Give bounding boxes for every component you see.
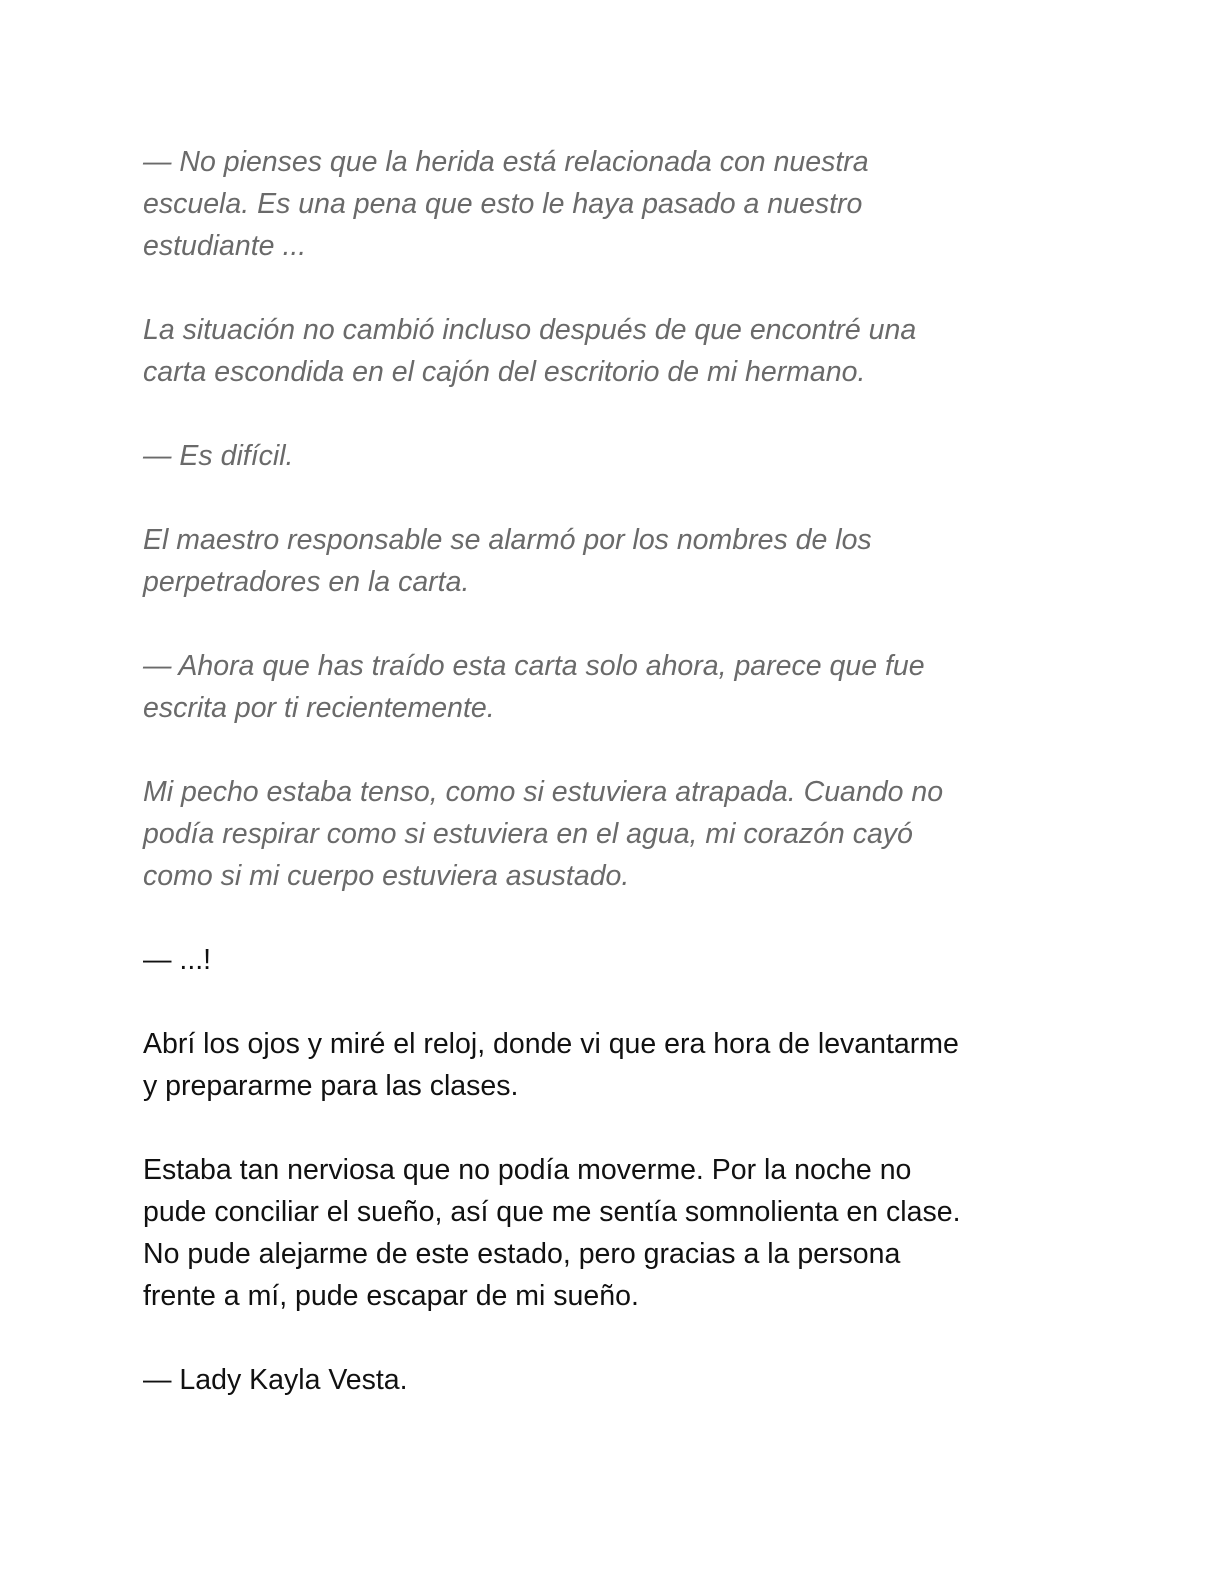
paragraph-9 <box>143 1149 1073 1317</box>
paragraph-line: pude conciliar el sueño, así que me sentía somnolienta en clase. <box>143 1196 961 1228</box>
paragraph-1 <box>143 141 1073 267</box>
paragraph-line: como si mi cuerpo estuviera asustado. <box>143 860 630 892</box>
paragraph-line: — Es difícil. <box>143 440 294 472</box>
paragraph-line: frente a mí, pude escapar de mi sueño. <box>143 1280 639 1312</box>
paragraph-line: El maestro responsable se alarmó por los nombres de los <box>143 524 872 556</box>
paragraph-7 <box>143 939 1073 981</box>
paragraph-line: Abrí los ojos y miré el reloj, donde vi que era hora de levantarme <box>143 1028 959 1060</box>
paragraph-line: — Lady Kayla Vesta. <box>143 1364 408 1396</box>
paragraph-line: — Ahora que has traído esta carta solo ahora, parece que fue <box>143 650 925 682</box>
paragraph-8 <box>143 1023 1073 1107</box>
paragraph-line: — No pienses que la herida está relacionada con nuestra <box>143 146 869 178</box>
document-page <box>143 141 1073 1443</box>
paragraph-line: y prepararme para las clases. <box>143 1070 519 1102</box>
paragraph-3 <box>143 435 1073 477</box>
paragraph-line: estudiante ... <box>143 230 307 262</box>
paragraph-line: podía respirar como si estuviera en el agua, mi corazón cayó <box>143 818 913 850</box>
paragraph-line: Mi pecho estaba tenso, como si estuviera atrapada. Cuando no <box>143 776 944 808</box>
paragraph-line: perpetradores en la carta. <box>143 566 470 598</box>
paragraph-line: Estaba tan nerviosa que no podía moverme. Por la noche no <box>143 1154 912 1186</box>
paragraph-line: No pude alejarme de este estado, pero gracias a la persona <box>143 1238 901 1270</box>
paragraph-line: escrita por ti recientemente. <box>143 692 495 724</box>
paragraph-4 <box>143 519 1073 603</box>
paragraph-10 <box>143 1359 1073 1401</box>
paragraph-5 <box>143 645 1073 729</box>
paragraph-line: — ...! <box>143 944 212 976</box>
paragraph-line: La situación no cambió incluso después de que encontré una <box>143 314 917 346</box>
paragraph-line: escuela. Es una pena que esto le haya pasado a nuestro <box>143 188 863 220</box>
paragraph-line: carta escondida en el cajón del escritorio de mi hermano. <box>143 356 866 388</box>
paragraph-2 <box>143 309 1073 393</box>
paragraph-6 <box>143 771 1073 897</box>
